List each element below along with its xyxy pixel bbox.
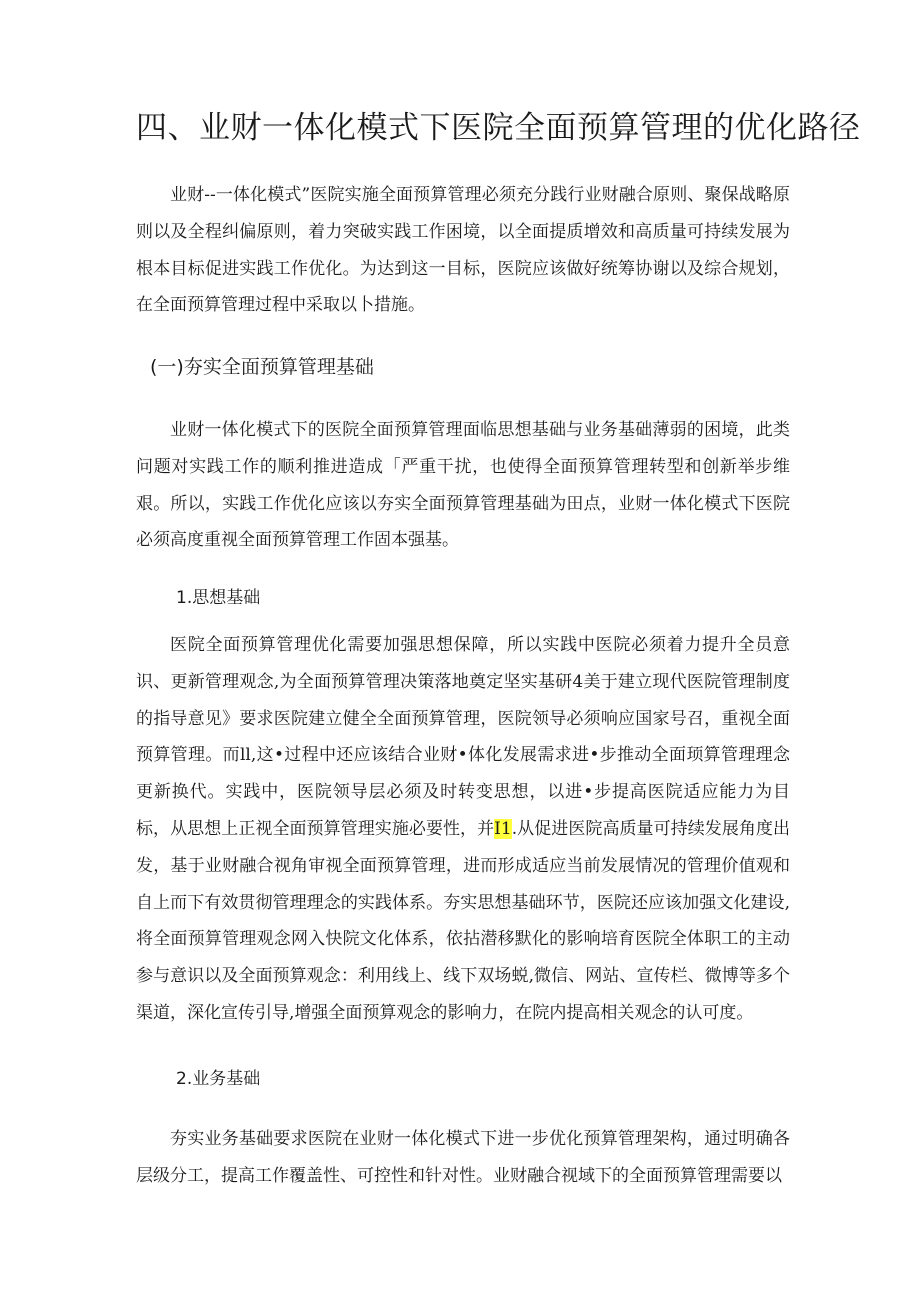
highlighted-text: I1 (494, 818, 512, 839)
section-paragraph: 业财一体化模式下的医院全面预算管理面临思想基础与业务基础薄弱的困境，此类问题对实践工作的顺利推进造成「严重干扰，也使得全面预算管理转型和创新举步维艰。所以，实践工作优化应该以夯实全面预算管理基础为田点，业财一体化模式下医院必须高度重视全面预算管理工作固本强基。 (136, 420, 790, 551)
subsection-number: 2 (176, 1069, 187, 1089)
ideology-paragraph (136, 627, 790, 1032)
subsection-heading-ideology (176, 583, 260, 613)
ideology-text-part1: 医院全面预算管理优化需要加强思想保障，所以实践中医院必须着力提升全员意识、更新管理观念,为全面预算管理决策落地奠定坚实基研4美于建立现代医院管理制度的指导意见》要求医院建立健全全面预算管理，医院领导必须响应国家号召，重视全面预算管理。而ll,这•过程中还应该结合业财•体化发展需求进•步推动全面顼算管理理念更新换代。实践中，医院领导层必须及时转变思想，以进•步提高医院适应能力为目标，从思想上正视全面预算管理实施必要性，并 (136, 635, 790, 839)
subsection-number: 1 (176, 588, 187, 608)
business-paragraph: 夯实业务基础要求医院在业财一体化模式下进一步优化预算管理架构，通过明确各层级分工，提高工作覆盖性、可控性和针对性。业财融合视域下的全面预算管理需要以 (136, 1129, 790, 1186)
intro-paragraph: 业财--一体化模式”医院实施全面预算管理必须充分践行业财融合原则、聚保战略原则以及全程纠偏原则，着力突破实践工作困境，以全面提质增效和高质量可持续发展为根本目标促进实践工作优化。为达到这一目标，医院应该做好统筹协谢以及综合规划，在全面预算管理过程中采取以卜措施。 (136, 185, 790, 316)
subsection-label: .思想基础 (186, 588, 261, 608)
subsection-label: .业务基础 (186, 1069, 261, 1089)
section-heading: (一)夯实全面预算管理基础 (150, 356, 374, 378)
page-title: 四、业财一体化模式下医院全面预算管理的优化路径 (136, 110, 861, 146)
subsection-heading-business (176, 1064, 260, 1094)
ideology-text-part2: .从促进医院高质量可持续发展角度出发，基于业财融合视角审视全面预算管理，进而形成适应当前发展情况的管理价值观和自上而下有效贯彻管理理念的实践体系。夯实思想基础环节，医院还应该加强文化建设,将全面预算管理观念网入快院文化体系，依拈潜移默化的影响培育医院全体职工的主动参与意识以及全面预算观念：利用线上、线下双场蜕,微信、网站、宣传栏、微博等多个渠道，深化宣传引导,增强全面预算观念的影响力，在院内提高相关观念的认可度。 (136, 818, 790, 1023)
